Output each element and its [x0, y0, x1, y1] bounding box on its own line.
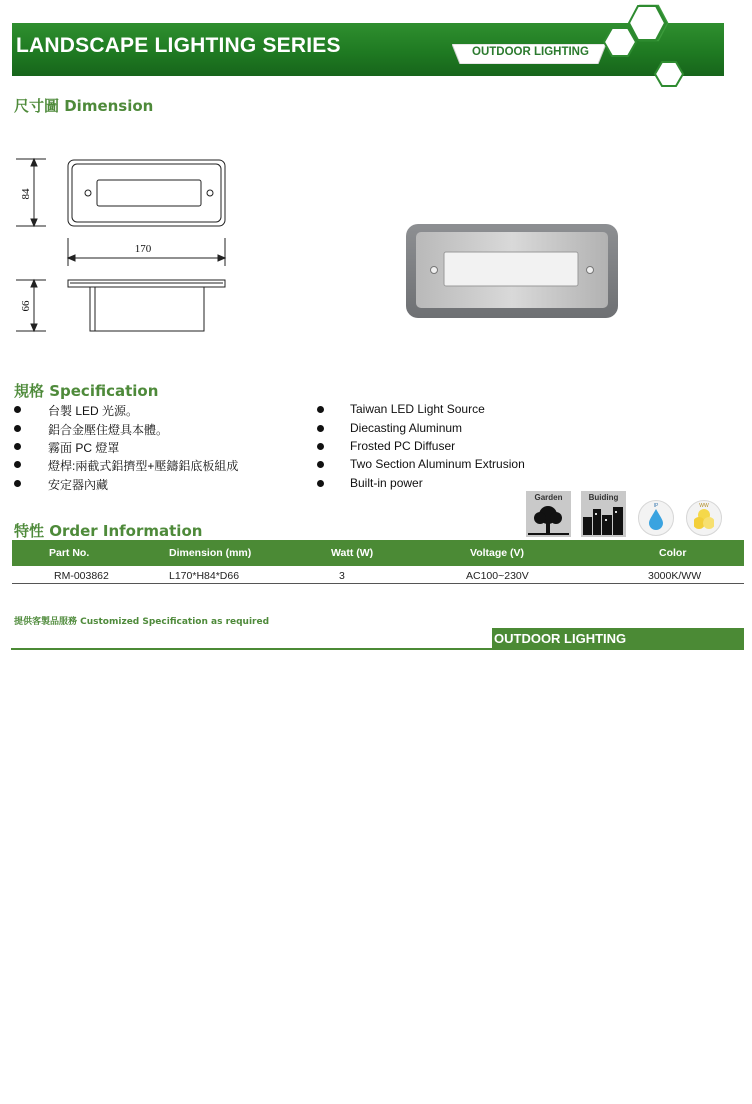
spec-zh-1: 台製 LED 光源。	[48, 404, 139, 418]
bullet-icon	[14, 425, 21, 432]
garden-icon	[526, 491, 571, 537]
bullet-icon	[317, 406, 324, 413]
col-watt: Watt (W)	[331, 547, 374, 559]
bullet-icon	[14, 461, 21, 468]
spec-zh-3: 霧面 PC 燈罩	[48, 441, 120, 455]
water-drop-icon	[648, 508, 664, 530]
building-icon	[581, 491, 626, 537]
ip-badge-label: IP	[653, 503, 659, 509]
bullet-icon	[317, 480, 324, 487]
cell-dimension: L170*H84*D66	[169, 570, 240, 582]
footer-rule	[11, 648, 744, 650]
col-dimension: Dimension (mm)	[169, 547, 252, 559]
bullet-icon	[317, 461, 324, 468]
page-title: LANDSCAPE LIGHTING SERIES	[16, 34, 341, 57]
hexagon-decoration-icon	[600, 2, 722, 88]
cell-color: 3000K/WW	[648, 570, 702, 582]
city-skyline-icon	[581, 503, 626, 537]
table-divider	[12, 583, 744, 584]
col-voltage: Voltage (V)	[470, 547, 525, 559]
customization-note: 提供客製品服務 Customized Specification as required	[14, 617, 270, 627]
ww-badge-label: WW	[699, 503, 709, 509]
table-header	[12, 540, 744, 566]
order-heading: 特性 Order Information	[14, 522, 203, 540]
light-color-icon	[694, 508, 714, 530]
garden-label: Garden	[534, 493, 563, 502]
spec-zh-5: 安定器內藏	[48, 478, 109, 492]
spec-zh-2: 鋁合金壓住燈具本體。	[48, 423, 169, 437]
spec-en-4: Two Section Aluminum Extrusion	[350, 457, 525, 471]
building-label: Buiding	[588, 493, 619, 502]
spec-en-2: Diecasting Aluminum	[350, 421, 463, 435]
bullet-icon	[14, 406, 21, 413]
series-tag: OUTDOOR LIGHTING	[472, 46, 589, 58]
spec-en-5: Built-in power	[350, 476, 423, 490]
specification-heading: 規格 Specification	[14, 382, 159, 400]
dimension-drawing	[10, 150, 240, 345]
dimension-heading: 尺寸圖 Dimension	[14, 97, 154, 115]
bullet-icon	[317, 425, 324, 432]
spec-en-1: Taiwan LED Light Source	[350, 402, 485, 416]
product-image	[404, 222, 620, 320]
length-label: 170	[134, 243, 152, 255]
footer-label: OUTDOOR LIGHTING	[494, 631, 627, 646]
spec-zh-4: 燈桿:兩截式鋁擠型+壓鑄鋁底板組成	[48, 459, 239, 473]
bullet-icon	[14, 480, 21, 487]
ip-rating-icon	[638, 500, 674, 536]
cell-watt: 3	[339, 570, 345, 582]
depth-label: 66	[20, 300, 32, 312]
col-part-no: Part No.	[49, 547, 90, 559]
bullet-icon	[14, 443, 21, 450]
cell-part-no: RM-003862	[54, 570, 109, 582]
cell-voltage: AC100~230V	[466, 570, 529, 582]
tree-icon	[526, 503, 571, 537]
height-label: 84	[20, 188, 32, 200]
spec-en-3: Frosted PC Diffuser	[350, 439, 456, 453]
col-color: Color	[659, 547, 687, 559]
bullet-icon	[317, 443, 324, 450]
warm-white-icon	[686, 500, 722, 536]
